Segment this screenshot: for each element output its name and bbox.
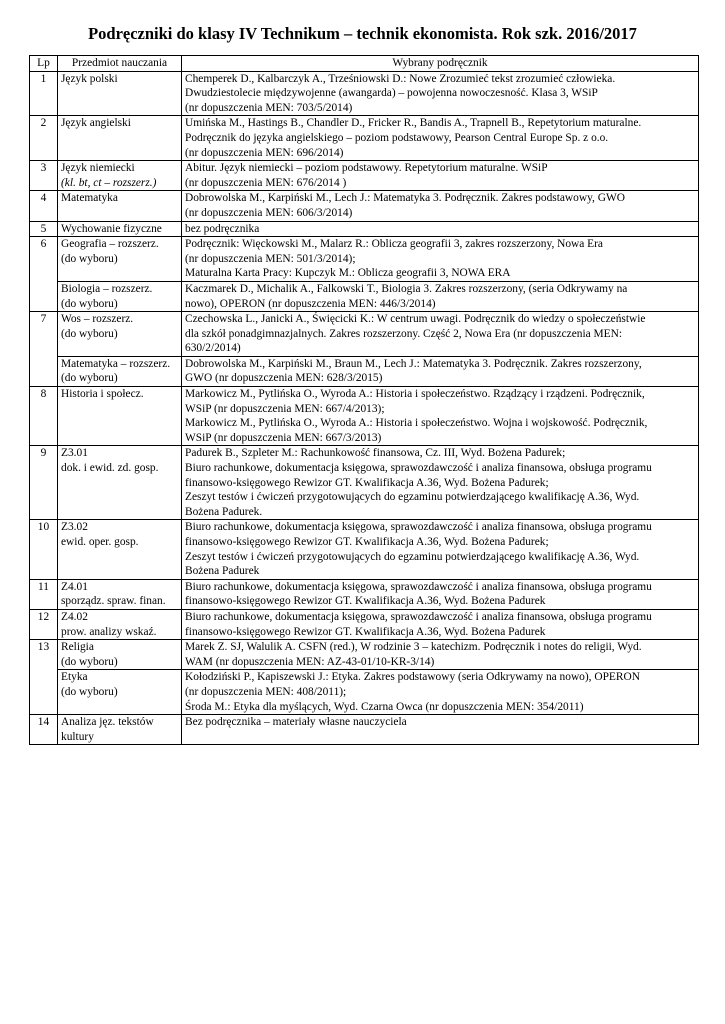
book-cell [182,191,699,221]
subject-line: (do wyboru) [61,372,118,385]
book-line: (nr dopuszczenia MEN: 408/2011); [185,685,347,698]
book-line: Bez podręcznika – materiały własne nauczyciela [185,716,407,729]
book-line: Biuro rachunkowe, dokumentacja księgowa, sprawozdawczość i analiza finansowa, obsługa programu [185,521,652,534]
table-row [30,715,699,745]
row-number: 11 [30,579,58,609]
header-book: Wybrany podręcznik [182,56,699,72]
row-number: 12 [30,609,58,639]
book-line: nowo), OPERON (nr dopuszczenia MEN: 446/3/2014) [185,297,436,310]
row-number: 7 [30,312,58,387]
subject-cell [58,640,182,670]
book-cell [182,221,699,237]
subject-line: Etyka [61,671,88,684]
book-line: 630/2/2014) [185,342,241,355]
book-line: finansowo-księgowego Rewizor GT. Kwalifikacja A.36, Wyd. Bożena Padurek; [185,476,549,489]
book-cell [182,670,699,715]
table-row [30,387,699,446]
table-row [30,116,699,161]
book-line: Kołodziński P., Kapiszewski J.: Etyka. Zakres podstawowy (seria Odkrywamy na nowo), OPERON [185,671,640,684]
row-number: 4 [30,191,58,221]
table-row [30,312,699,357]
book-line: bez podręcznika [185,222,260,235]
book-cell [182,312,699,357]
row-number: 3 [30,161,58,191]
row-number: 5 [30,221,58,237]
subject-line: Wos – rozszerz. [61,313,134,326]
book-cell [182,446,699,520]
book-line: WSiP (nr dopuszczenia MEN: 667/3/2013) [185,431,382,444]
book-line: Czechowska L., Janicki A., Święcicki K.: W centrum uwagi. Podręcznik do wiedzy o społeczeństwie [185,313,646,326]
book-line: Podręcznik do języka angielskiego – poziom podstawowy, Pearson Central Europe Sp. z o.o. [185,131,609,144]
subject-cell [58,670,182,715]
book-line: Biuro rachunkowe, dokumentacja księgowa, sprawozdawczość i analiza finansowa, obsługa programu [185,580,652,593]
book-line: Zeszyt testów i ćwiczeń przygotowujących do egzaminu potwierdzającego kwalifikację A.36, Wyd. [185,491,640,504]
book-line: Biuro rachunkowe, dokumentacja księgowa, sprawozdawczość i analiza finansowa, obsługa programu [185,462,652,475]
subject-line: dok. i ewid. zd. gosp. [61,462,159,475]
subject-line: Matematyka – rozszerz. [61,357,171,370]
book-line: WAM (nr dopuszczenia MEN: AZ-43-01/10-KR-3/14) [185,655,435,668]
book-line: finansowo-księgowego Rewizor GT. Kwalifikacja A.36, Wyd. Bożena Padurek [185,625,546,638]
book-cell [182,237,699,282]
subject-cell [58,281,182,311]
subject-line: (do wyboru) [61,655,118,668]
book-line: Podręcznik: Więckowski M., Malarz R.: Oblicza geografii 3, zakres rozszerzony, Nowa Era [185,238,603,251]
subject-line: Z3.01 [61,447,88,460]
book-cell [182,387,699,446]
book-line: (nr dopuszczenia MEN: 501/3/2014); [185,252,356,265]
subject-cell [58,191,182,221]
book-line: finansowo-księgowego Rewizor GT. Kwalifikacja A.36, Wyd. Bożena Padurek; [185,536,549,548]
book-line: Umińska M., Hastings B., Chandler D., Fricker R., Bandis A., Trapnell B., Repetytorium maturalne. [185,117,642,130]
row-number: 10 [30,520,58,579]
book-line: (nr dopuszczenia MEN: 703/5/2014) [185,101,353,114]
book-cell [182,579,699,609]
book-cell [182,715,699,745]
book-line: Maturalna Karta Pracy: Kupczyk M.: Oblicza geografii 3, NOWA ERA [185,267,511,280]
subject-cell [58,237,182,282]
subject-line: (do wyboru) [61,297,118,310]
book-line: finansowo-księgowego Rewizor GT. Kwalifikacja A.36, Wyd. Bożena Padurek [185,595,546,608]
subject-line: (do wyboru) [61,327,118,340]
table-row [30,281,699,311]
subject-cell [58,715,182,745]
subject-line: (do wyboru) [61,685,118,698]
book-line: Marek Z. SJ, Walulik A. CSFN (red.), W rodzinie 3 – katechizm. Podręcznik i notes do religii, Wyd. [185,641,642,654]
subject-cell [58,579,182,609]
subject-line: Język polski [61,72,118,85]
subject-cell [58,221,182,237]
table-header-row [30,56,699,72]
book-line: Kaczmarek D., Michalik A., Falkowski T., Biologia 3. Zakres rozszerzony, (seria Odkrywamy na [185,282,628,295]
book-line: (nr dopuszczenia MEN: 696/2014) [185,146,344,159]
book-cell [182,161,699,191]
table-row [30,640,699,670]
table-row [30,191,699,221]
subject-line: Religia [61,641,94,654]
book-line: Padurek B., Szpleter M.: Rachunkowość finansowa, Cz. III, Wyd. Bożena Padurek; [185,447,566,460]
table-row [30,356,699,386]
subject-cell [58,446,182,520]
subject-line: kultury [61,730,94,743]
book-cell [182,520,699,579]
subject-line: Historia i społecz. [61,388,144,401]
row-number: 6 [30,237,58,312]
row-number: 8 [30,387,58,446]
book-line: (nr dopuszczenia MEN: 676/2014 ) [185,176,347,189]
subject-line: Język niemiecki [61,162,135,175]
subject-line: Z4.01 [61,580,88,593]
subject-line: ewid. oper. gosp. [61,536,139,548]
book-line: WSiP (nr dopuszczenia MEN: 667/4/2013); [185,402,385,415]
subject-cell [58,609,182,639]
book-line: Dobrowolska M., Karpiński M., Braun M., Lech J.: Matematyka 3. Podręcznik. Zakres rozszerzony, [185,357,642,370]
book-line: Biuro rachunkowe, dokumentacja księgowa, sprawozdawczość i analiza finansowa, obsługa programu [185,610,652,623]
book-cell [182,640,699,670]
row-number: 1 [30,71,58,116]
book-line: Bożena Padurek. [185,505,263,518]
table-row [30,579,699,609]
subject-cell [58,116,182,161]
header-subject: Przedmiot nauczania [58,56,182,72]
book-line: dla szkół ponadgimnazjalnych. Zakres rozszerzony. Część 2, Nowa Era (nr dopuszczenia MEN: [185,327,623,340]
book-cell [182,609,699,639]
book-line: Dobrowolska M., Karpiński M., Lech J.: Matematyka 3. Podręcznik. Zakres podstawowy, GWO [185,192,625,205]
book-line: Zeszyt testów i ćwiczeń przygotowujących do egzaminu potwierdzającego kwalifikację A.36, Wyd. [185,550,640,563]
subject-line: Geografia – rozszerz. [61,238,159,251]
table-row [30,670,699,715]
subject-line: Język angielski [61,117,131,130]
row-number: 14 [30,715,58,745]
subject-line: (do wyboru) [61,252,118,265]
subject-cell [58,71,182,116]
row-number: 13 [30,640,58,715]
subject-cell [58,356,182,386]
book-line: (nr dopuszczenia MEN: 606/3/2014) [185,206,353,219]
book-cell [182,116,699,161]
book-line: Bożena Padurek [185,565,260,578]
book-line: Markowicz M., Pytlińska O., Wyroda A.: Historia i społeczeństwo. Rządzący i rządzeni. Podręcznik, [185,388,645,401]
subject-line: (kl. bt, ct – rozszerz.) [61,176,157,189]
book-line: Dwudziestolecie międzywojenne (awangarda) – powojenna nowoczesność. Klasa 3, WSiP [185,87,598,100]
table-row [30,446,699,520]
subject-line: Z4.02 [61,610,88,623]
subject-line: Biologia – rozszerz. [61,282,153,295]
book-cell [182,71,699,116]
row-number: 9 [30,446,58,520]
subject-line: Matematyka [61,192,118,205]
subject-cell [58,312,182,357]
subject-line: sporządz. spraw. finan. [61,595,166,608]
table-row [30,71,699,116]
header-lp: Lp [30,56,58,72]
table-row [30,609,699,639]
book-line: Markowicz M., Pytlińska O., Wyroda A.: Historia i społeczeństwo. Wojna i wojskowość. Podręcznik, [185,417,648,430]
book-line: GWO (nr dopuszczenia MEN: 628/3/2015) [185,372,383,385]
table-row [30,520,699,579]
row-number: 2 [30,116,58,161]
subject-cell [58,161,182,191]
table-row [30,161,699,191]
table-row [30,221,699,237]
subject-line: prow. analizy wskaź. [61,625,157,638]
book-line: Środa M.: Etyka dla myślących, Wyd. Czarna Owca (nr dopuszczenia MEN: 354/2011) [185,700,584,713]
subject-cell [58,520,182,579]
subject-line: Wychowanie fizyczne [61,222,162,235]
book-cell [182,356,699,386]
document-title: Podręczniki do klasy IV Technikum – technik ekonomista. Rok szk. 2016/2017 [88,24,637,43]
subject-cell [58,387,182,446]
textbook-table [29,55,699,745]
book-cell [182,281,699,311]
subject-line: Analiza jęz. tekstów [61,716,154,729]
book-line: Chemperek D., Kalbarczyk A., Trześniowski D.: Nowe Zrozumieć tekst zrozumieć człowieka. [185,72,616,85]
subject-line: Z3.02 [61,521,88,534]
book-line: Abitur. Język niemiecki – poziom podstawowy. Repetytorium maturalne. WSiP [185,162,548,175]
table-row [30,237,699,282]
